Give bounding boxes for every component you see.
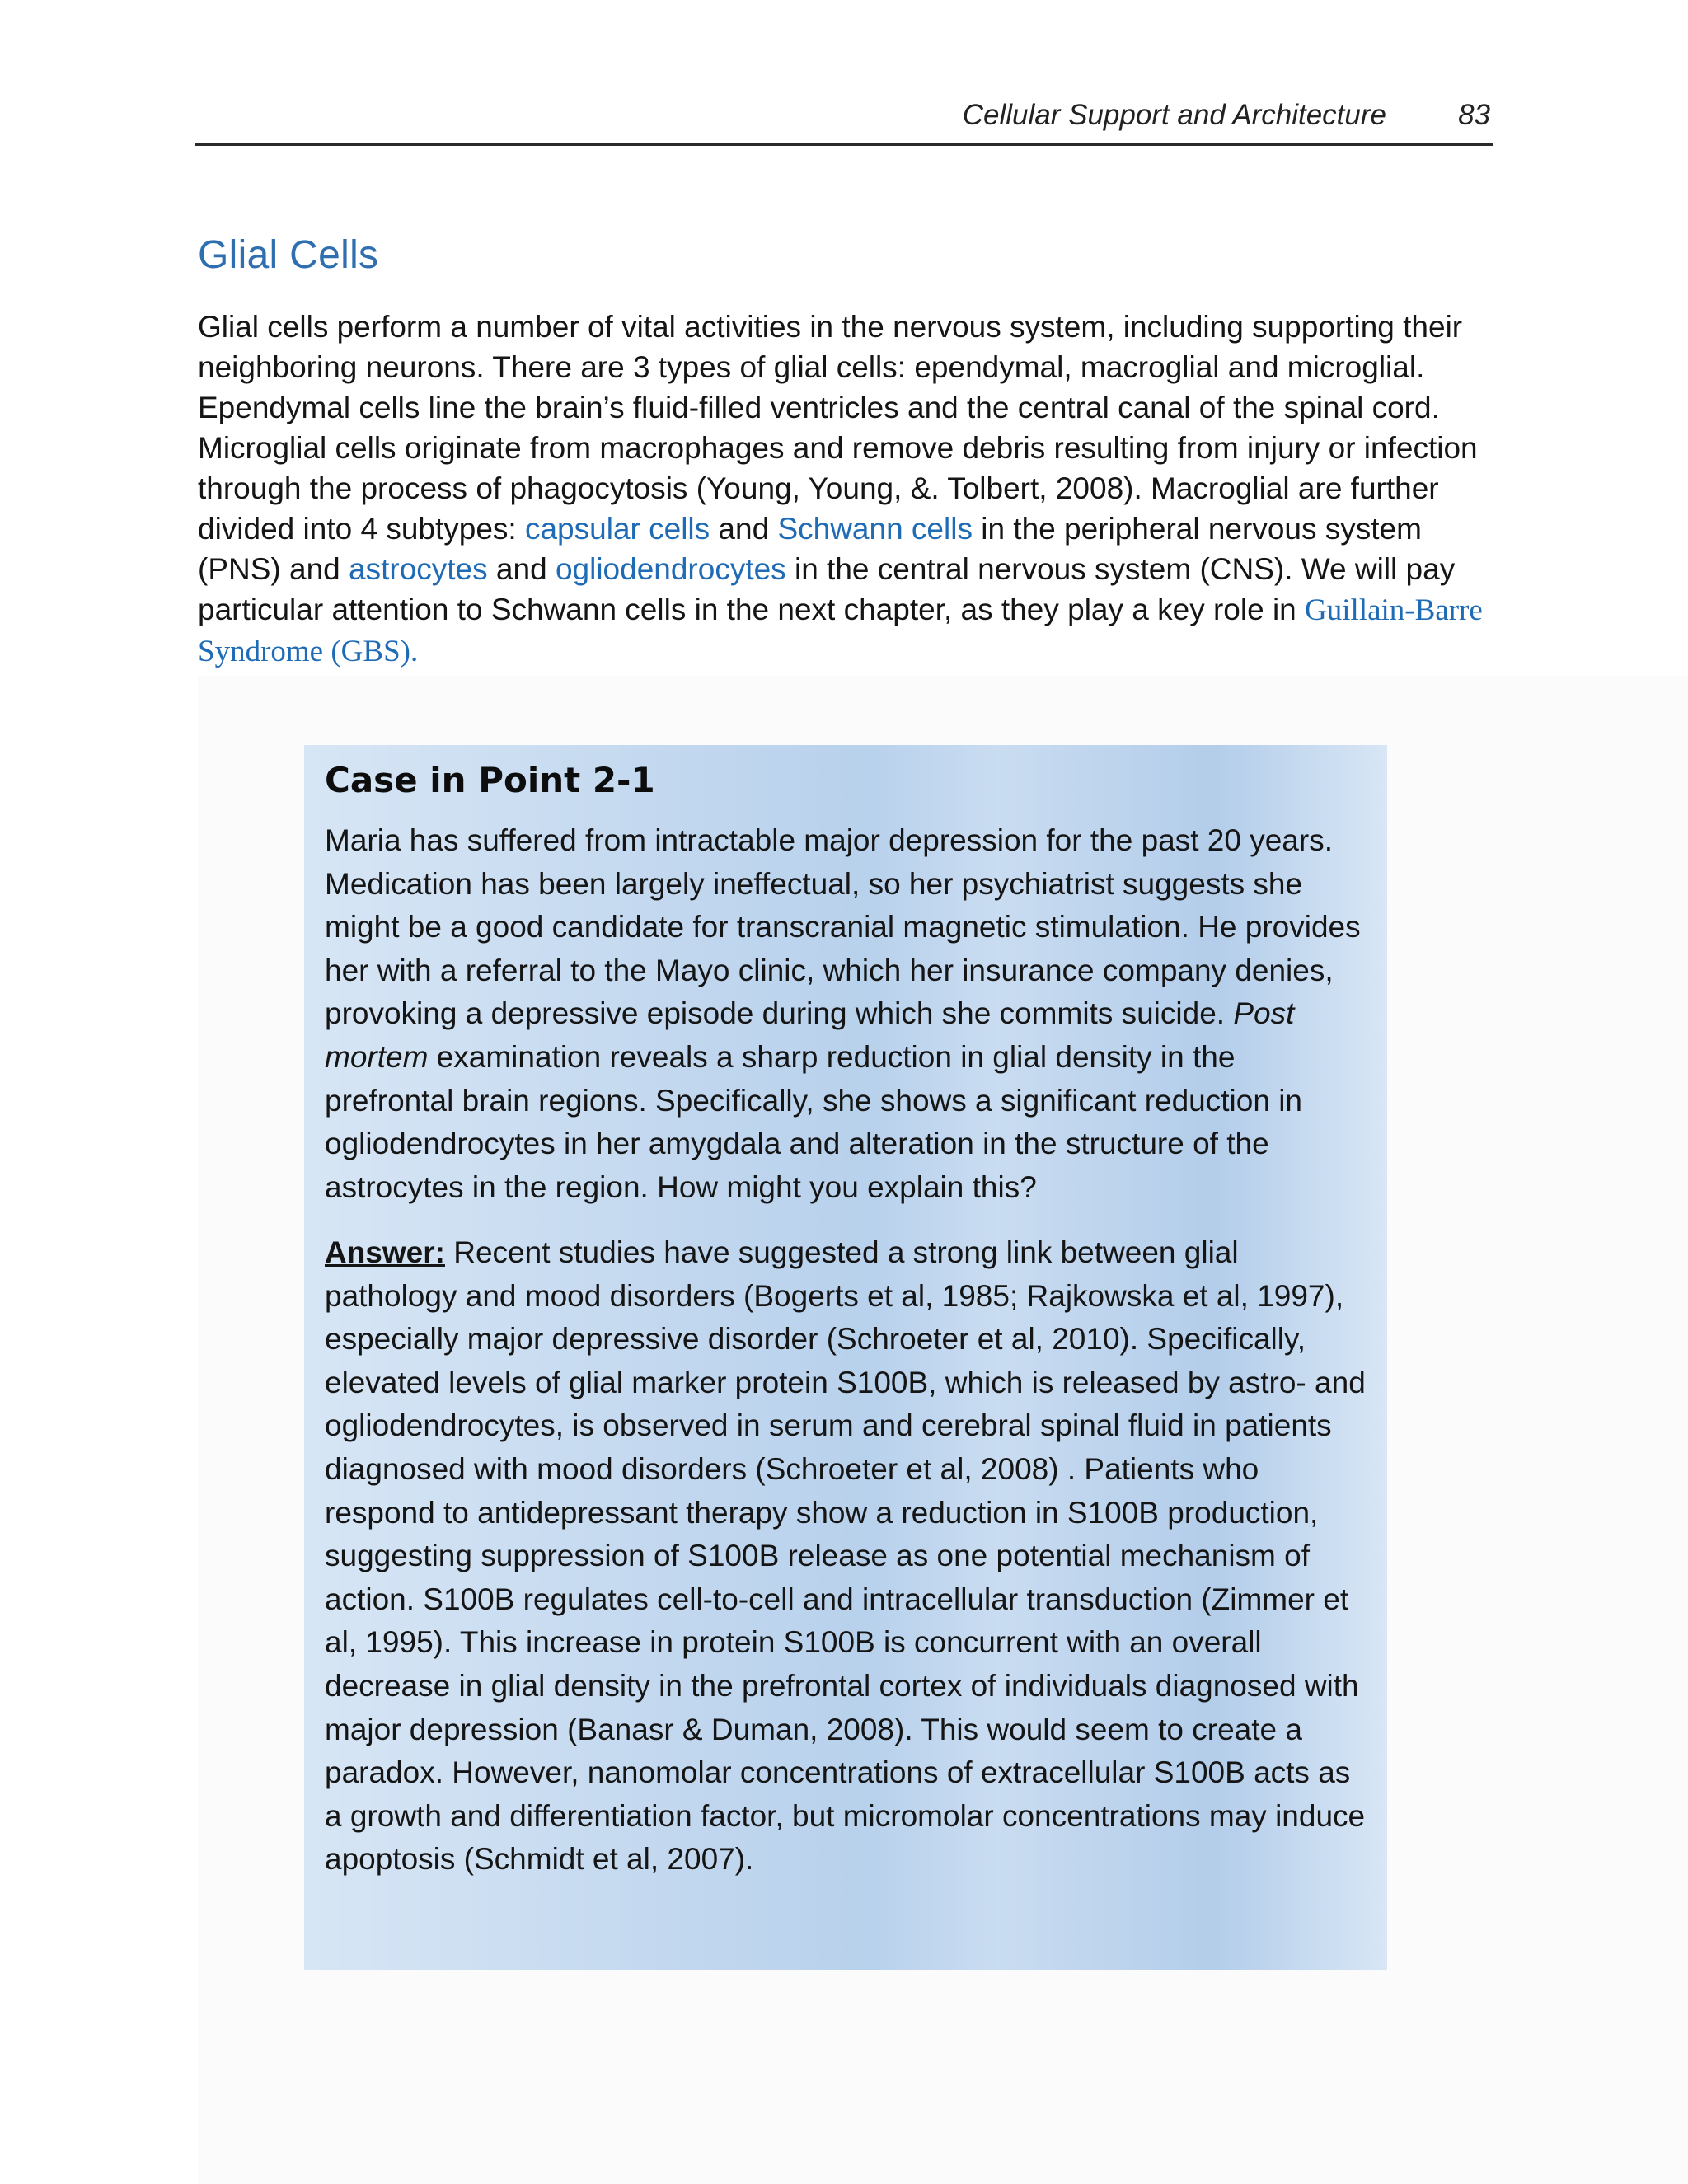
astrocytes-link[interactable]: astrocytes — [349, 552, 488, 586]
answer-label: Answer: — [325, 1235, 445, 1269]
case-in-point-title: Case in Point 2-1 — [325, 760, 655, 800]
page-number: 83 — [1458, 99, 1490, 131]
ogliodendrocytes-link[interactable]: ogliodendrocytes — [555, 552, 786, 586]
case-question-text: Maria has suffered from intractable major depression for the past 20 years. Medication has been largely ineffectual, so her psychiatrist suggests she might be a good candidate for transcranial magnetic stimulation. He provides her with a referral to the Mayo clinic, which her insurance company denies, provoking a depressive episode during which she commits suicide. — [325, 823, 1361, 1031]
case-question — [325, 819, 1372, 1209]
paragraph-text: in the central nervous system (CNS). We will pay particular attention to Schwann cells in the next chapter, as they play a key role in — [198, 552, 1456, 626]
section-title: Glial Cells — [198, 233, 379, 277]
paragraph-text: in the peripheral nervous system (PNS) and — [198, 512, 1422, 586]
answer-text: Recent studies have suggested a strong link between glial pathology and mood disorders (Bogerts et al, 1985; Rajkowska et al, 1997), especially major depressive disorder (Schroeter et al, 2010). Specifically, elevated levels of glial marker protein S100B, which is released by astro- and ogliodendrocytes, is observed in serum and cerebral spinal fluid in patients diagnosed with mood disorders (Schroeter et al, 2008) . Patients who respond to antidepressant therapy show a reduction in S100B production, suggesting suppression of S100B release as one potential mechanism of action. S100B regulates cell-to-cell and intracellular transduction (Zimmer et al, 1995). This increase in protein S100B is concurrent with an overall decrease in glial density in the prefrontal cortex of individuals diagnosed with major depression (Banasr & Duman, 2008). This would seem to create a paradox. However, nanomolar concentrations of extracellular S100B acts as a growth and differentiation factor, but micromolar concentrations may induce apoptosis (Schmidt et al, 2007). — [325, 1235, 1366, 1877]
paragraph-text: and — [710, 512, 778, 546]
guillain-barre-syndrome-link[interactable]: Guillain-Barre Syndrome (GBS). — [198, 593, 1483, 668]
paragraph-text: and — [487, 552, 556, 586]
running-header — [195, 97, 1493, 146]
paragraph-text: Glial cells perform a number of vital activities in the nervous system, including supporting their neighboring neurons. There are 3 types of glial cells: ependymal, macroglial and microglial. Ependymal cells line the brain’s fluid-filled ventricles and the central canal of the spinal cord. Microglial cells originate from macrophages and remove debris resulting from injury or infection through the process of phagocytosis (Young, Young, &. Tolbert, 2008). Macroglial are further divided into 4 subtypes: — [198, 310, 1478, 546]
case-answer — [325, 1231, 1372, 1882]
running-title: Cellular Support and Architecture — [962, 99, 1386, 131]
case-question-text: examination reveals a sharp reduction in glial density in the prefrontal brain regions. Specifically, she shows a significant reduction in ogliodendrocytes in her amygdala and alteration in the structure of the astrocytes in the region. How might you explain this? — [325, 1039, 1302, 1204]
glial-cells-paragraph — [198, 307, 1500, 672]
schwann-cells-link[interactable]: Schwann cells — [777, 512, 973, 546]
capsular-cells-link[interactable]: capsular cells — [524, 512, 710, 546]
case-in-point-box — [304, 745, 1387, 1970]
post-mortem-italic: Post mortem — [325, 996, 1295, 1074]
